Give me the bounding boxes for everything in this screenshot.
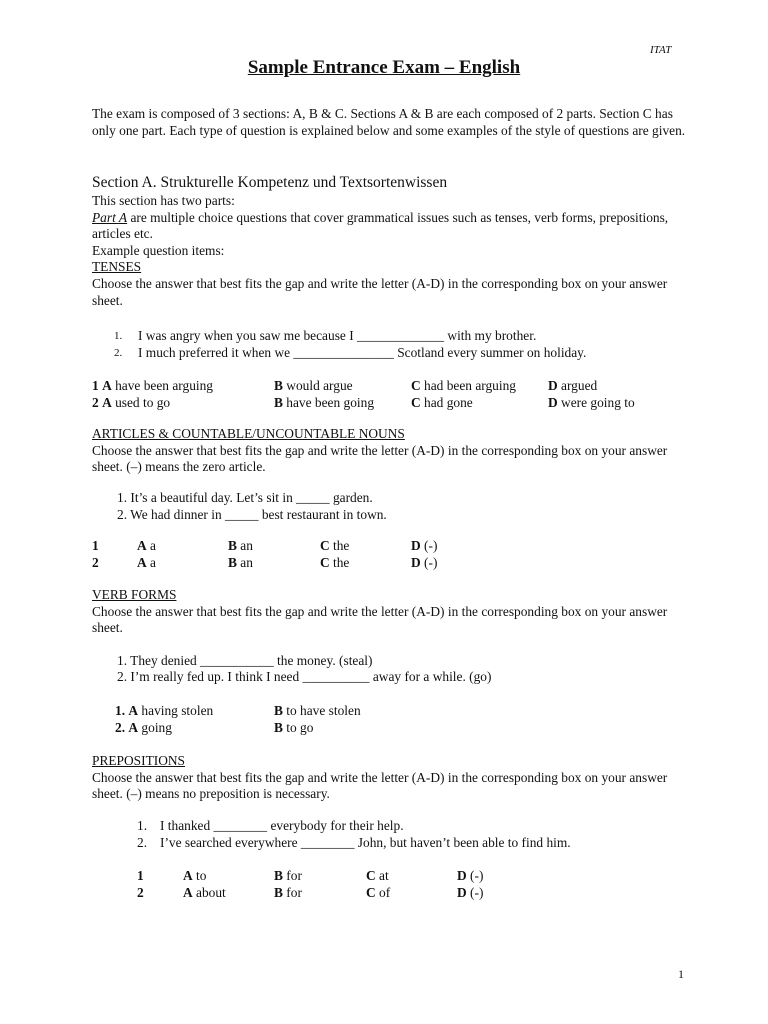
- answer-num: 2.: [115, 720, 126, 735]
- question-text: I thanked ________ everybody for their help.: [160, 818, 404, 833]
- option-letter: C: [366, 868, 376, 883]
- option-letter: C: [320, 538, 330, 553]
- option-b: an: [236, 555, 253, 570]
- option-letter: B: [274, 885, 283, 900]
- option-letter: A: [137, 555, 147, 570]
- articles-heading: ARTICLES & COUNTABLE/UNCOUNTABLE NOUNS: [92, 426, 405, 441]
- option-c: had been arguing: [420, 378, 516, 393]
- option-a: having stolen: [138, 703, 214, 718]
- question-text: 1. It’s a beautiful day. Let’s sit in _____ garden.: [117, 490, 373, 505]
- option-b: for: [282, 868, 302, 883]
- option-letter: D: [411, 555, 421, 570]
- option-letter: B: [228, 555, 237, 570]
- option-letter: A: [128, 703, 139, 718]
- option-c: had gone: [420, 395, 473, 410]
- option-c: of: [375, 885, 391, 900]
- verb-forms-question-1: [92, 653, 692, 670]
- tenses-answer-row-2: [92, 395, 692, 412]
- option-letter: D: [411, 538, 421, 553]
- answer-num: 1: [92, 378, 99, 393]
- option-b: for: [282, 885, 302, 900]
- answer-num: 2: [92, 555, 99, 570]
- option-letter: B: [274, 378, 283, 393]
- tenses-answer-row-1: [92, 378, 692, 395]
- option-letter: B: [274, 395, 283, 410]
- option-letter: A: [183, 885, 193, 900]
- question-text: 2. I’m really fed up. I think I need __________ away for a while. (go): [117, 669, 492, 684]
- option-a: a: [146, 555, 156, 570]
- option-b: to have stolen: [282, 703, 361, 718]
- option-letter: C: [366, 885, 376, 900]
- option-b: have been going: [282, 395, 375, 410]
- part-a-description: [92, 210, 692, 243]
- option-d: (-): [420, 555, 438, 570]
- prepositions-answer-row-2: [92, 885, 692, 902]
- answer-num: 1: [92, 538, 99, 553]
- option-a: have been arguing: [111, 378, 213, 393]
- verb-forms-answer-row-1: [92, 703, 692, 720]
- option-letter: D: [457, 868, 467, 883]
- verb-forms-section: [92, 587, 692, 637]
- prepositions-instruction: Choose the answer that best fits the gap and write the letter (A-D) in the corresponding box on your answer sheet. (–) means no preposition is necessary.: [92, 769, 668, 802]
- option-letter: C: [320, 555, 330, 570]
- option-letter: C: [411, 395, 421, 410]
- option-c: at: [375, 868, 389, 883]
- option-letter: A: [128, 720, 139, 735]
- option-b: an: [236, 538, 253, 553]
- option-d: (-): [466, 885, 484, 900]
- verb-forms-heading: VERB FORMS: [92, 587, 177, 602]
- option-d: (-): [466, 868, 484, 883]
- option-c: the: [329, 538, 350, 553]
- header-tag: ITAT: [650, 44, 672, 56]
- question-text: I much preferred it when we _______________ Scotland every summer on holiday.: [138, 345, 587, 360]
- option-letter: D: [457, 885, 467, 900]
- option-b: to go: [282, 720, 314, 735]
- articles-question-2: [92, 507, 692, 524]
- section-a-heading: Section A. Strukturelle Kompetenz und Textsortenwissen: [92, 174, 448, 191]
- option-a: to: [192, 868, 207, 883]
- verb-forms-question-2: [92, 669, 692, 686]
- page-number: 1: [678, 967, 684, 981]
- articles-question-1: [92, 490, 692, 507]
- prepositions-answer-row-1: [92, 868, 692, 885]
- option-letter: B: [274, 868, 283, 883]
- verb-forms-instruction: Choose the answer that best fits the gap and write the letter (A-D) in the corresponding box on your answer sheet.: [92, 603, 668, 636]
- section-a-intro: [92, 193, 692, 309]
- option-c: the: [329, 555, 350, 570]
- option-letter: D: [548, 395, 558, 410]
- option-d: argued: [557, 378, 598, 393]
- option-d: were going to: [557, 395, 635, 410]
- option-a: used to go: [111, 395, 171, 410]
- option-letter: A: [102, 378, 112, 393]
- question-text: 1. They denied ___________ the money. (steal): [117, 653, 373, 668]
- tenses-heading: TENSES: [92, 259, 142, 275]
- question-number: 2.: [137, 835, 148, 850]
- verb-forms-answer-row-2: [92, 720, 692, 737]
- question-number: 2.: [114, 347, 123, 359]
- answer-num: 2: [137, 885, 144, 900]
- prepositions-question-1: [92, 818, 692, 835]
- answer-num: 1.: [115, 703, 126, 718]
- page-title: Sample Entrance Exam – English: [247, 57, 521, 78]
- articles-instruction: Choose the answer that best fits the gap and write the letter (A-D) in the corresponding box on your answer sheet. (–) means the zero article.: [92, 442, 668, 475]
- question-text: 2. We had dinner in _____ best restaurant in town.: [117, 507, 387, 522]
- option-letter: A: [137, 538, 147, 553]
- option-b: would argue: [282, 378, 353, 393]
- option-letter: D: [548, 378, 558, 393]
- section-a-line1: This section has two parts:: [92, 193, 235, 208]
- option-d: (-): [420, 538, 438, 553]
- articles-section: [92, 426, 692, 476]
- question-text: I was angry when you saw me because I _____________ with my brother.: [138, 328, 537, 343]
- part-a-label: Part A: [92, 209, 128, 225]
- option-a: about: [192, 885, 226, 900]
- question-text: I’ve searched everywhere ________ John, but haven’t been able to find him.: [160, 835, 571, 850]
- option-letter: A: [183, 868, 193, 883]
- prepositions-question-2: [92, 835, 692, 852]
- option-letter: B: [228, 538, 237, 553]
- prepositions-heading: PREPOSITIONS: [92, 753, 186, 768]
- option-letter: B: [274, 720, 283, 735]
- option-a: a: [146, 538, 156, 553]
- example-line: Example question items:: [92, 242, 225, 258]
- articles-answer-row-2: [92, 555, 692, 572]
- option-letter: B: [274, 703, 283, 718]
- option-letter: C: [411, 378, 421, 393]
- part-a-text: are multiple choice questions that cover grammatical issues such as tenses, verb forms, prepositions, articles etc.: [92, 209, 669, 242]
- option-letter: A: [102, 395, 112, 410]
- prepositions-section: [92, 753, 692, 803]
- articles-answer-row-1: [92, 538, 692, 555]
- question-number: 1.: [137, 818, 148, 833]
- intro-paragraph: The exam is composed of 3 sections: A, B & C. Sections A & B are each composed of 2 parts. Section C has only one part. Each type of question is explained below and some examples of the style of questions are given.: [92, 106, 686, 138]
- tenses-instruction: Choose the answer that best fits the gap and write the letter (A-D) in the corresponding box on your answer sheet.: [92, 275, 668, 308]
- answer-num: 1: [137, 868, 144, 883]
- option-a: going: [138, 720, 172, 735]
- answer-num: 2: [92, 395, 99, 410]
- tenses-question-1: [92, 328, 692, 345]
- tenses-question-2: [92, 345, 692, 362]
- question-number: 1.: [114, 330, 123, 342]
